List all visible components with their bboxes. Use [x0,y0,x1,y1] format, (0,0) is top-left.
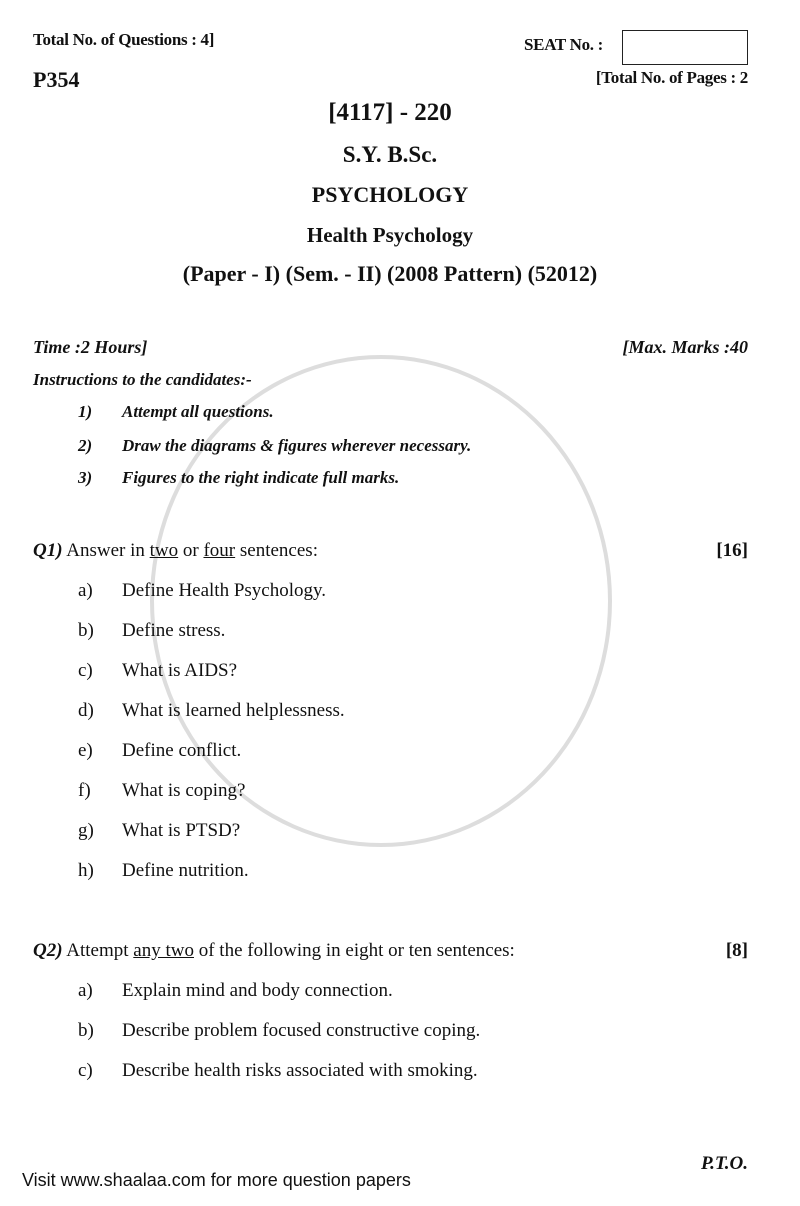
q2-item-text: Describe health risks associated with smoking. [122,1060,478,1081]
q1-item-text: What is AIDS? [122,660,238,681]
pto: P.T.O. [701,1153,748,1174]
paper-code: P354 [33,67,80,92]
q2-prompt-text: Attempt [66,940,134,961]
q1-prompt-underline: four [203,540,236,561]
q1-item-text: What is coping? [122,780,246,801]
seat-number-box [622,30,748,65]
paper-name: Health Psychology [306,223,474,247]
q1-item-letter: d) [78,700,94,721]
instruction-num: 1) [78,402,93,421]
time-allowed: Time :2 Hours] [33,337,148,357]
q2-label: Q2) [33,940,63,961]
q1-item-text: Define conflict. [122,740,242,761]
q1-prompt-underline: two [149,540,179,561]
seat-label: SEAT No. : [524,35,604,54]
q1-item-text: What is learned helplessness. [122,700,345,721]
q1-item-text: Define stress. [122,620,226,641]
q2-marks: [8] [725,940,748,961]
footer-link[interactable]: Visit www.shaalaa.com for more question papers [22,1170,411,1190]
q2-item-letter: b) [78,1020,94,1041]
course-title: S.Y. B.Sc. [342,142,438,167]
q1-item-text: Define Health Psychology. [122,580,327,601]
q1-item-letter: c) [78,660,93,681]
instruction-text: Figures to the right indicate full marks. [122,468,400,487]
q1-item-letter: b) [78,620,94,641]
q1-prompt [33,539,318,563]
q2-prompt-underline: any two [133,940,194,961]
instructions-heading: Instructions to the candidates:- [33,370,252,389]
total-pages: [Total No. of Pages : 2 [595,68,748,87]
q2-prompt-text: of the following in eight or ten sentences: [193,940,515,961]
q1-item-letter: g) [78,820,94,841]
q1-label: Q1) [33,540,63,561]
instruction-num: 2) [78,436,93,455]
q1-item-letter: a) [78,580,93,601]
q2-item-letter: a) [78,980,93,1001]
instruction-text: Attempt all questions. [122,402,274,421]
q2-prompt [33,939,515,963]
q1-item-text: What is PTSD? [122,820,241,841]
subject-title: PSYCHOLOGY [311,182,469,207]
q1-prompt-text: or [178,540,204,561]
q1-marks: [16] [716,540,748,561]
q2-item-text: Explain mind and body connection. [122,980,393,1001]
q1-item-letter: e) [78,740,93,761]
q1-item-letter: f) [78,780,91,801]
q1-prompt-text: Answer in [66,540,150,561]
q1-item-letter: h) [78,860,94,881]
q2-item-text: Describe problem focused constructive coping. [122,1020,481,1041]
total-questions: Total No. of Questions : 4] [33,30,215,49]
q1-prompt-text: sentences: [235,540,318,561]
q1-item-text: Define nutrition. [122,860,249,881]
instruction-text: Draw the diagrams & figures wherever necessary. [122,436,472,455]
q2-item-letter: c) [78,1060,93,1081]
max-marks: [Max. Marks :40 [622,337,748,357]
paper-details: (Paper - I) (Sem. - II) (2008 Pattern) (52012) [182,261,598,286]
instruction-num: 3) [78,468,93,487]
exam-code: [4117] - 220 [328,99,452,126]
